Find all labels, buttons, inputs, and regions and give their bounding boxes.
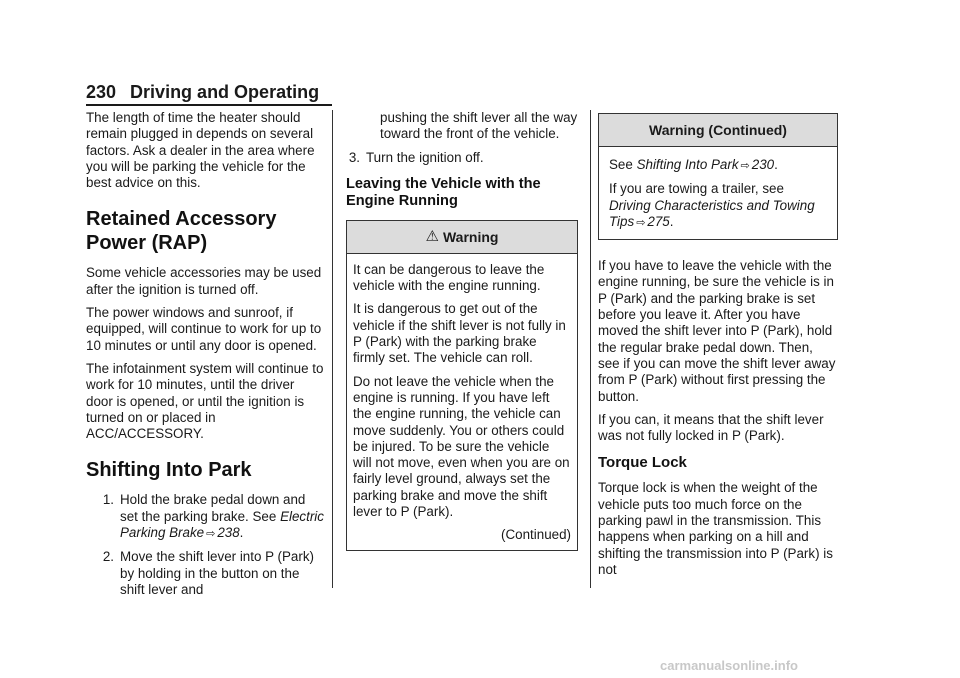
xref-page[interactable]: 230: [751, 157, 775, 172]
rap-paragraph-1: Some vehicle accessories may be used after the ignition is turned off.: [86, 265, 322, 297]
step-text: Move the shift lever into P (Park) by holding in the button on the shift lever and: [120, 549, 314, 597]
leaving-paragraph-1: If you have to leave the vehicle with the engine running, be sure the vehicle is in P (Park) and the parking brake is set before you leave it. After you have moved the shift lever into P (Park), hold the regular brake pedal down. Then, see if you can move the shift lever away from P (Park) without first pressing the button.: [598, 258, 836, 404]
torque-lock-heading: Torque Lock: [598, 454, 687, 472]
shifting-into-park-heading: Shifting Into Park: [86, 459, 252, 482]
step-text: Hold the brake pedal down and set the parking brake. See: [120, 492, 306, 524]
warning-paragraph-2: It is dangerous to get out of the vehicle if the shift lever is not fully in P (Park) with the parking brake firmly set. The vehicle can roll.: [353, 301, 566, 366]
page-number: 230: [86, 82, 117, 102]
chapter-title: Driving and Operating: [130, 82, 320, 102]
step-text: Turn the ignition off.: [366, 149, 484, 165]
warning-title: Warning: [442, 228, 499, 245]
leaving-paragraph-2: If you can, it means that the shift lever was not fully locked in P (Park).: [598, 411, 824, 444]
step-text: pushing the shift lever all the way toward the front of the vehicle.: [380, 110, 578, 142]
column-2: [346, 110, 578, 551]
xref-shifting-into-park[interactable]: Shifting Into Park: [636, 157, 739, 172]
step-1: 1. Hold the brake pedal down and set the parking brake. See Electric Parking Brake ⇨ 238.: [86, 492, 324, 542]
step-number: 3.: [348, 149, 360, 165]
page-ref-icon: ⇨: [206, 528, 216, 541]
header-rule: [86, 104, 332, 106]
continued-label: (Continued): [501, 527, 571, 543]
xref-page[interactable]: 238: [217, 525, 240, 541]
warning-box: [346, 220, 578, 551]
see-shifting-line: See Shifting Into Park ⇨ 230.: [609, 157, 778, 172]
step-2-continued: [346, 110, 578, 143]
column-1: [86, 110, 324, 605]
warning-continued-title: Warning (Continued): [599, 114, 837, 147]
warning-triangle-icon: ⚠: [425, 227, 439, 245]
page-ref-icon: ⇨: [740, 160, 750, 172]
warning-paragraph-3: Do not leave the vehicle when the engine is running. If you have left the engine running, the vehicle can move suddenly. You or others could be injured. To be sure the vehicle will not move, even when you are on fairly level ground, always set the parking brake and move the shift lever to P (Park).: [353, 373, 570, 520]
warning-paragraph-1: It can be dangerous to leave the vehicle with the engine running.: [353, 261, 545, 294]
warning-continued-box: [598, 113, 838, 240]
column-3: [598, 110, 838, 585]
step-2: [86, 549, 324, 598]
rap-paragraph-2: The power windows and sunroof, if equipped, will continue to work for up to 10 minutes or until any door is opened.: [86, 305, 322, 353]
page-header: [86, 82, 330, 103]
step-number: 1.: [102, 492, 114, 508]
heater-intro-paragraph: The length of time the heater should remain plugged in depends on several factors. Ask a dealer in the area where you will be parking the vehicle for the best advice on this.: [86, 110, 315, 191]
column-divider-left: [332, 110, 333, 588]
rap-paragraph-3: The infotainment system will continue to work for 10 minutes, until the driver door is opened, or until the ignition is turned on or placed in ACC/ACCESSORY.: [86, 360, 324, 442]
step-number: 2.: [102, 549, 114, 565]
xref-electric-parking-brake[interactable]: Electric Parking Brake: [120, 508, 324, 541]
leaving-vehicle-heading: Leaving the Vehicle with the Engine Running: [346, 175, 541, 209]
page-ref-icon: ⇨: [636, 216, 646, 229]
torque-paragraph-1: Torque lock is when the weight of the vehicle puts too much force on the parking pawl in the transmission. This happens when parking on a hill and shifting the transmission into P (Park) is not: [598, 480, 833, 577]
rap-heading: Retained Accessory Power (RAP): [86, 208, 277, 255]
towing-line: If you are towing a trailer, see Driving Characteristics and Towing Tips ⇨ 275.: [609, 181, 815, 229]
watermark: carmanualsonline.info: [660, 658, 798, 673]
warning-title-bar: [347, 221, 577, 254]
column-divider-right: [590, 110, 591, 588]
xref-driving-characteristics[interactable]: Driving Characteristics and Towing Tips: [609, 197, 815, 229]
xref-page[interactable]: 275: [647, 213, 670, 229]
step-3: [346, 150, 578, 166]
